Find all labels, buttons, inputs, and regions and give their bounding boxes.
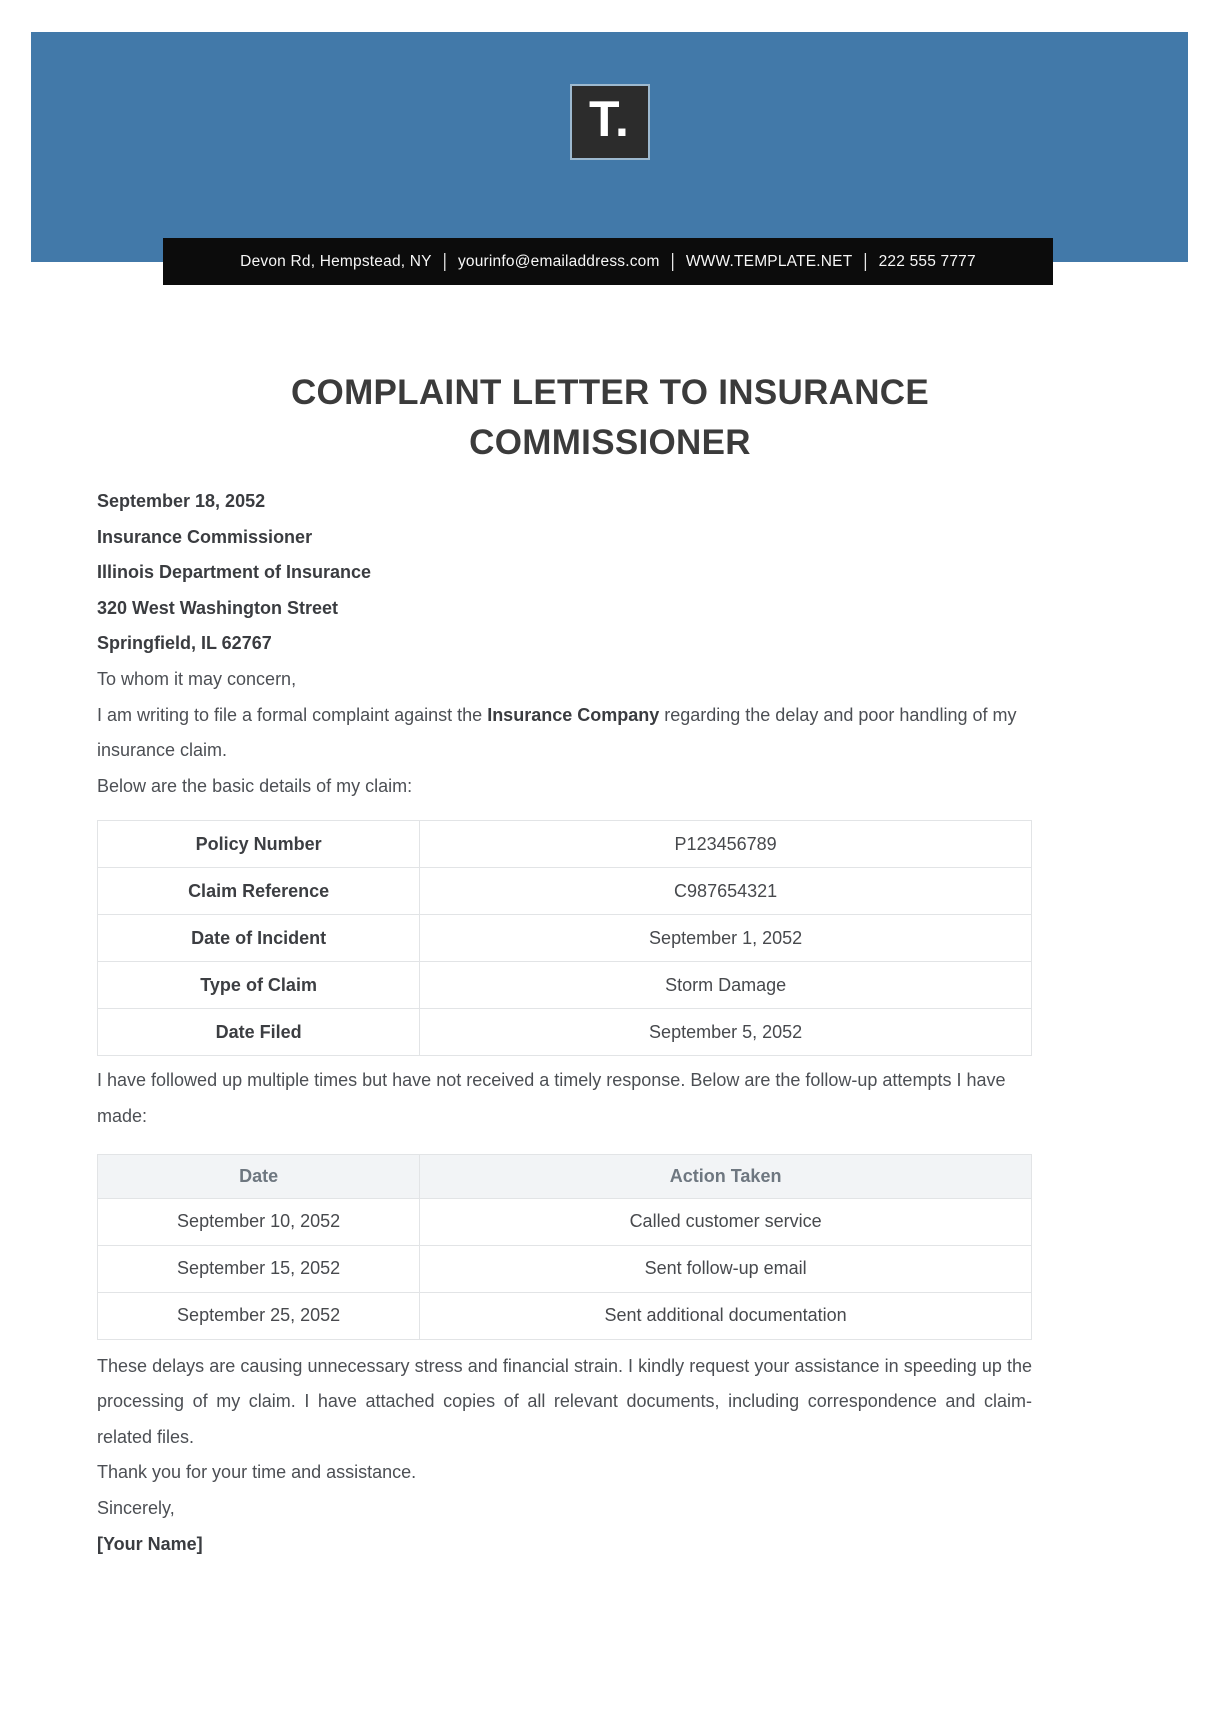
table-row [98,1292,1032,1339]
recipient-line-2: Illinois Department of Insurance [97,562,372,583]
contact-email: yourinfo@emailaddress.com [457,252,660,270]
signature: [Your Name] [97,1533,203,1554]
paragraph-complaint-bold: Insurance Company [487,704,660,725]
contact-separator: | [863,250,868,272]
claim-row-value: September 5, 2052 [420,1009,1032,1056]
letter-body [97,484,1032,1562]
paragraph-thanks: Thank you for your time and assistance. [97,1462,417,1483]
claim-row-label: Claim Reference [98,868,420,915]
claim-row-value: C987654321 [420,868,1032,915]
paragraph-complaint-after: regarding the delay and poor handling of my insurance claim. [97,704,1017,761]
contact-address: Devon Rd, Hempstead, NY [240,252,432,270]
followup-row-date: September 15, 2052 [98,1245,420,1292]
contact-bar [163,238,1053,285]
claim-row-value: P123456789 [420,821,1032,868]
followup-row-action: Sent additional documentation [420,1292,1032,1339]
claim-row-label: Date Filed [98,1009,420,1056]
followup-row-date: September 10, 2052 [98,1198,420,1245]
table-row [98,1009,1032,1056]
contact-separator: | [670,250,675,272]
brand-logo [570,84,650,160]
paragraph-followup-intro: I have followed up multiple times but have not received a timely response. Below are the follow-up attempts I have made: [97,1070,1006,1126]
claim-row-label: Policy Number [98,821,420,868]
claim-row-value: September 1, 2052 [420,915,1032,962]
followup-row-action: Sent follow-up email [420,1245,1032,1292]
contact-separator: | [442,250,447,272]
table-row [98,962,1032,1009]
table-row [98,868,1032,915]
table-row [98,915,1032,962]
paragraph-request: These delays are causing unnecessary stress and financial strain. I kindly request your assistance in speeding up the processing of my claim. I have attached copies of all relevant documents, including correspondence and claim-related files. [97,1355,1032,1447]
claim-row-label: Type of Claim [98,962,420,1009]
followup-header-date: Date [98,1154,420,1198]
table-header-row [98,1154,1032,1198]
paragraph-complaint-before: I am writing to file a formal complaint against the [97,704,488,725]
claim-row-label: Date of Incident [98,915,420,962]
recipient-line-3: 320 West Washington Street [97,597,339,618]
contact-phone: 222 555 7777 [878,252,976,270]
recipient-line-1: Insurance Commissioner [97,526,313,547]
closing: Sincerely, [97,1497,175,1518]
paragraph-details-intro: Below are the basic details of my claim: [97,775,413,796]
header-band [31,32,1188,262]
followup-row-date: September 25, 2052 [98,1292,420,1339]
claim-details-table [97,820,1032,1056]
table-row [98,1245,1032,1292]
followup-header-action: Action Taken [420,1154,1032,1198]
table-row [98,821,1032,868]
title-wrap [0,368,1220,468]
followup-row-action: Called customer service [420,1198,1032,1245]
claim-row-value: Storm Damage [420,962,1032,1009]
contact-website: WWW.TEMPLATE.NET [685,252,853,270]
recipient-line-4: Springfield, IL 62767 [97,633,272,654]
letter-date: September 18, 2052 [97,491,266,511]
paragraph-complaint [97,698,1032,769]
table-row [98,1198,1032,1245]
salutation: To whom it may concern, [97,668,297,689]
brand-logo-text: T. [589,91,630,147]
followup-table [97,1154,1032,1340]
document-title: COMPLAINT LETTER TO INSURANCE COMMISSIONER [290,373,930,462]
